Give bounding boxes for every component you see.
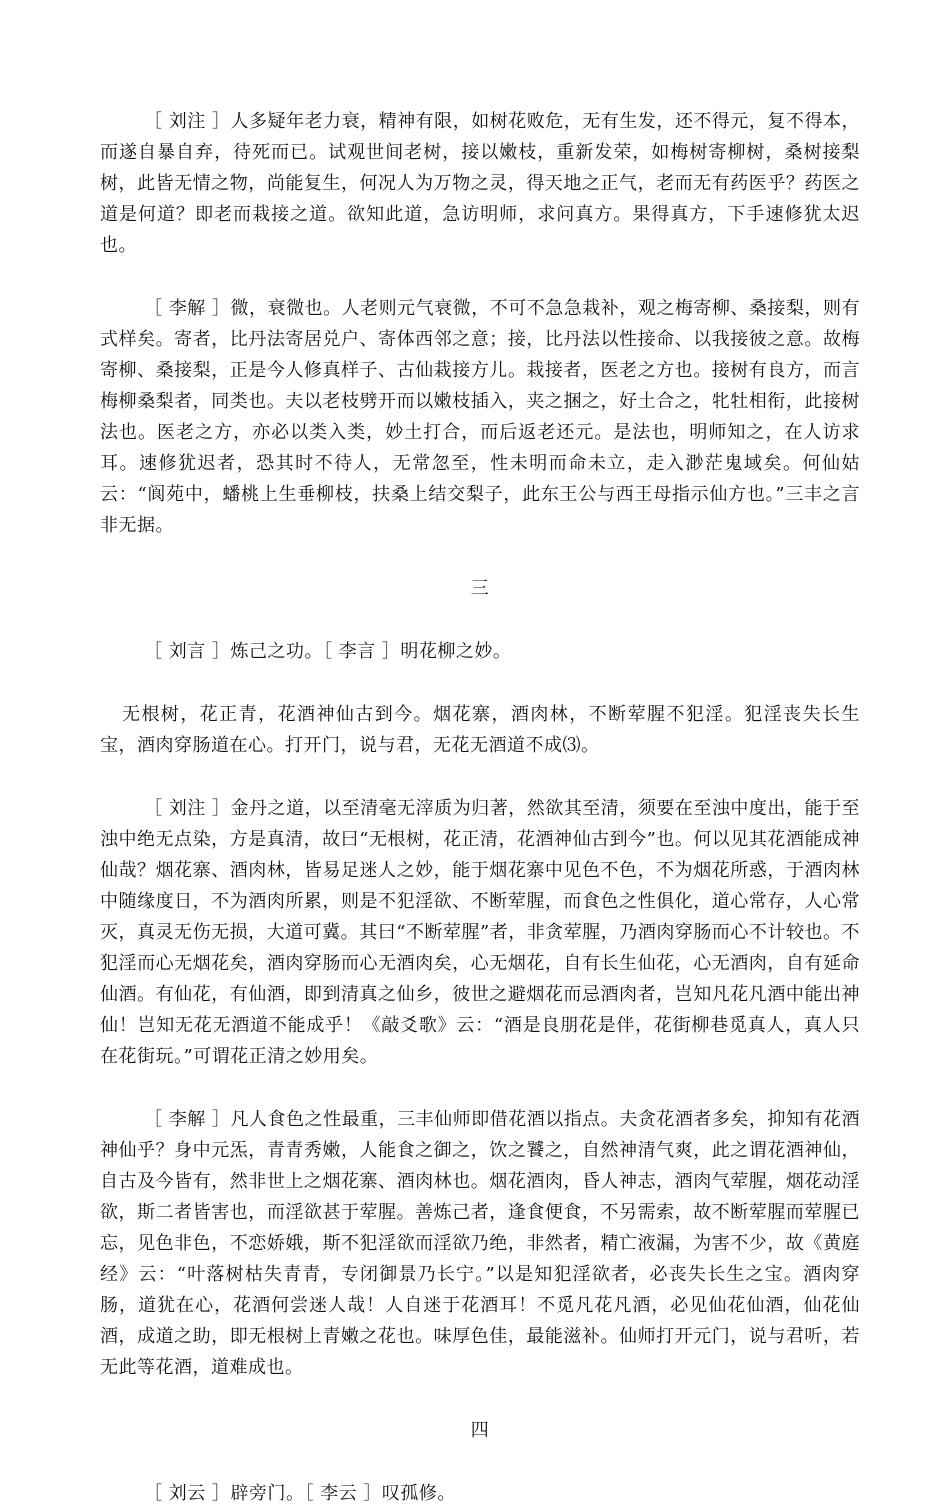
section-heading-3: 三 — [470, 578, 490, 599]
document-page — [100, 106, 860, 1509]
section-4-summary: ［ 刘云 ］辟旁门。［ 李云 ］叹孤修。 — [144, 1483, 456, 1504]
poem-verse-3: 无根树，花正青，花酒神仙古到今。烟花寨，酒肉林，不断荤腥不犯淫。犯淫丧失长生宝，酒肉穿肠道在心。打开门，说与君，无花无酒道不成⑶。 — [100, 704, 860, 756]
section-heading-4: 四 — [470, 1420, 490, 1441]
paragraph-gap — [100, 541, 860, 573]
paragraph-gap — [100, 261, 860, 293]
paragraph-gap — [100, 1072, 860, 1104]
paragraph-gap — [100, 604, 860, 636]
section-3-summary: ［ 刘言 ］炼己之功。［ 李言 ］明花柳之妙。 — [144, 641, 512, 662]
paragraph-gap — [100, 761, 860, 793]
commentary-liu-zhu-3: ［ 刘注 ］金丹之道，以至清毫无滓质为归著，然欲其至清，须要在至浊中度出，能于至浊中绝无点染，方是真清，故曰“无根树，花正清，花酒神仙古到今”也。何以见其花酒能成神仙哉？烟花寨、酒肉林，皆易足迷人之妙，能于烟花寨中见色不色，不为烟花所惑，于酒肉林中随缘度日，不为酒肉所累，则是不犯淫欲、不断荤腥，而食色之性俱化，道心常存，人心常灭，真灵无伤无损，大道可冀。其曰“不断荤腥”者，非贪荤腥，乃酒肉穿肠而心不计较也。不犯淫而心无烟花矣，酒肉穿肠而心无酒肉矣，心无烟花，自有长生仙花，心无酒肉，自有延命仙酒。有仙花，有仙酒，即到清真之仙乡，彼世之避烟花而忌酒肉者，岂知凡花凡酒中能出神仙！岂知无花无酒道不能成乎！《敲爻歌》云：“酒是良朋花是伴，花街柳巷觅真人，真人只在花街玩。”可谓花正清之妙用矣。 — [100, 798, 860, 1067]
paragraph-gap — [100, 1383, 860, 1415]
paragraph-gap — [100, 1446, 860, 1478]
commentary-li-jie-3: ［ 李解 ］凡人食色之性最重，三丰仙师即借花酒以指点。夫贪花酒者多矣，抑知有花酒神仙乎？身中元炁，青青秀嫩，人能食之御之，饮之饕之，自然神清气爽，此之谓花酒神仙，自古及今皆有，然非世上之烟花寨、酒肉林也。烟花酒肉，昏人神志，酒肉气荤腥，烟花动淫欲，斯二者皆害也，而淫欲甚于荤腥。善炼己者，逢食便食，不另需索，故不断荤腥而荤腥已忘，见色非色，不恋娇娥，斯不犯淫欲而淫欲乃绝，非然者，精亡液漏，为害不少，故《黄庭经》云：“叶落树枯失青青，专闭御景乃长宁。”以是知犯淫欲者，必丧失长生之宝。酒肉穿肠，道犹在心，花酒何尝迷人哉！人自迷于花酒耳！不觅凡花凡酒，必见仙花仙酒，仙花仙酒，成道之助，即无根树上青嫩之花也。味厚色佳，最能滋补。仙师打开元门，说与君听，若无此等花酒，道难成也。 — [100, 1109, 860, 1378]
paragraph-gap — [100, 667, 860, 699]
commentary-liu-zhu-1: ［ 刘注 ］人多疑年老力衰，精神有限，如树花败危，无有生发，还不得元，复不得本，而遂自暴自弃，待死而已。试观世间老树，接以嫩枝，重新发荣，如梅树寄柳树，桑树接梨树，此皆无情之物，尚能复生，何况人为万物之灵，得天地之正气，老而无有药医乎？药医之道是何道？即老而栽接之道。欲知此道，急访明师，求问真方。果得真方，下手速修犹太迟也。 — [100, 111, 860, 256]
commentary-li-jie-1: ［ 李解 ］微，衰微也。人老则元气衰微，不可不急急栽补，观之梅寄柳、桑接梨，则有式样矣。寄者，比丹法寄居兑户、寄体西邻之意；接，比丹法以性接命、以我接彼之意。故梅寄柳、桑接梨，正是今人修真样子、古仙栽接方儿。栽接者，医老之方也。接树有良方，而言梅柳桑梨者，同类也。夫以老枝劈开而以嫩枝插入，夹之捆之，好土合之，牝牡相衔，此接树法也。医老之方，亦必以类入类，妙土打合，而后返老还元。是法也，明师知之，在人访求耳。速修犹迟者，恐其时不待人，无常忽至，性未明而命未立，走入渺茫鬼域矣。何仙姑云：“阆苑中，蟠桃上生垂柳枝，扶桑上结交梨子，此东王公与西王母指示仙方也。”三丰之言非无据。 — [100, 298, 860, 536]
